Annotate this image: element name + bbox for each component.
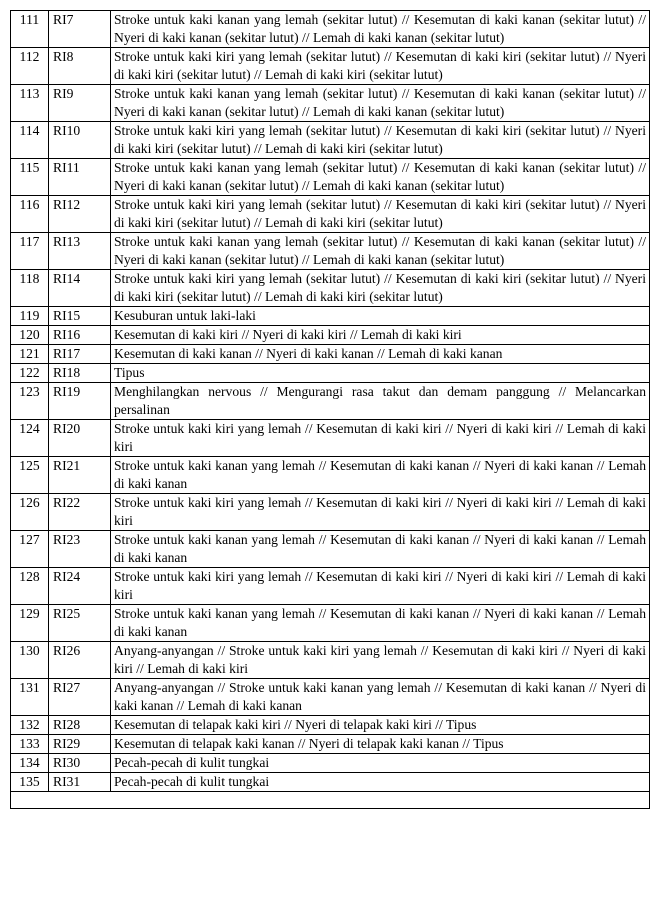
- row-number-cell: 113: [11, 85, 49, 122]
- row-number-cell: 118: [11, 270, 49, 307]
- table-row: [11, 345, 650, 364]
- row-number-cell: 129: [11, 605, 49, 642]
- table-row: [11, 122, 650, 159]
- table-row: [11, 716, 650, 735]
- table-row: [11, 457, 650, 494]
- table-row: [11, 735, 650, 754]
- row-number-cell: 120: [11, 326, 49, 345]
- row-description-cell: Stroke untuk kaki kiri yang lemah (sekitar lutut) // Kesemutan di kaki kiri (sekitar lutut) // Nyeri di kaki kiri (sekitar lutut) // Lemah di kaki kiri (sekitar lutut): [111, 122, 650, 159]
- table-row: [11, 642, 650, 679]
- row-number-cell: 112: [11, 48, 49, 85]
- table-row: [11, 494, 650, 531]
- row-description-cell: Pecah-pecah di kulit tungkai: [111, 773, 650, 792]
- row-description-cell: Kesemutan di telapak kaki kiri // Nyeri di telapak kaki kiri // Tipus: [111, 716, 650, 735]
- row-number-cell: 134: [11, 754, 49, 773]
- empty-table-row: [11, 792, 650, 809]
- row-number-cell: 133: [11, 735, 49, 754]
- row-code-cell: RI9: [49, 85, 111, 122]
- row-number-cell: 117: [11, 233, 49, 270]
- row-code-cell: RI28: [49, 716, 111, 735]
- row-code-cell: RI31: [49, 773, 111, 792]
- row-number-cell: 111: [11, 11, 49, 48]
- row-description-cell: Menghilangkan nervous // Mengurangi rasa takut dan demam panggung // Melancarkan persalinan: [111, 383, 650, 420]
- row-code-cell: RI21: [49, 457, 111, 494]
- table-row: [11, 233, 650, 270]
- row-code-cell: RI25: [49, 605, 111, 642]
- row-code-cell: RI14: [49, 270, 111, 307]
- row-code-cell: RI19: [49, 383, 111, 420]
- row-description-cell: Anyang-anyangan // Stroke untuk kaki kiri yang lemah // Kesemutan di kaki kiri // Nyeri di kaki kiri // Lemah di kaki kiri: [111, 642, 650, 679]
- row-code-cell: RI22: [49, 494, 111, 531]
- row-code-cell: RI29: [49, 735, 111, 754]
- table-row: [11, 773, 650, 792]
- table-row: [11, 383, 650, 420]
- row-description-cell: Tipus: [111, 364, 650, 383]
- row-description-cell: Kesuburan untuk laki-laki: [111, 307, 650, 326]
- row-number-cell: 132: [11, 716, 49, 735]
- table-row: [11, 568, 650, 605]
- row-code-cell: RI13: [49, 233, 111, 270]
- empty-cell: [11, 792, 650, 809]
- table-row: [11, 11, 650, 48]
- row-number-cell: 124: [11, 420, 49, 457]
- row-code-cell: RI20: [49, 420, 111, 457]
- row-description-cell: Stroke untuk kaki kiri yang lemah (sekitar lutut) // Kesemutan di kaki kiri (sekitar lutut) // Nyeri di kaki kiri (sekitar lutut) // Lemah di kaki kiri (sekitar lutut): [111, 48, 650, 85]
- row-number-cell: 130: [11, 642, 49, 679]
- row-number-cell: 127: [11, 531, 49, 568]
- row-code-cell: RI7: [49, 11, 111, 48]
- row-description-cell: Anyang-anyangan // Stroke untuk kaki kanan yang lemah // Kesemutan di kaki kanan // Nyeri di kaki kanan // Lemah di kaki kanan: [111, 679, 650, 716]
- row-number-cell: 115: [11, 159, 49, 196]
- table-row: [11, 307, 650, 326]
- row-code-cell: RI26: [49, 642, 111, 679]
- row-number-cell: 125: [11, 457, 49, 494]
- row-number-cell: 119: [11, 307, 49, 326]
- row-number-cell: 126: [11, 494, 49, 531]
- row-description-cell: Kesemutan di telapak kaki kanan // Nyeri di telapak kaki kanan // Tipus: [111, 735, 650, 754]
- row-code-cell: RI12: [49, 196, 111, 233]
- table-row: [11, 679, 650, 716]
- table-body: [11, 11, 650, 809]
- row-description-cell: Stroke untuk kaki kiri yang lemah (sekitar lutut) // Kesemutan di kaki kiri (sekitar lutut) // Nyeri di kaki kiri (sekitar lutut) // Lemah di kaki kiri (sekitar lutut): [111, 270, 650, 307]
- row-number-cell: 121: [11, 345, 49, 364]
- row-code-cell: RI16: [49, 326, 111, 345]
- row-code-cell: RI27: [49, 679, 111, 716]
- row-description-cell: Pecah-pecah di kulit tungkai: [111, 754, 650, 773]
- row-code-cell: RI11: [49, 159, 111, 196]
- table-row: [11, 754, 650, 773]
- row-description-cell: Stroke untuk kaki kiri yang lemah // Kesemutan di kaki kiri // Nyeri di kaki kiri // Lemah di kaki kiri: [111, 568, 650, 605]
- row-description-cell: Kesemutan di kaki kanan // Nyeri di kaki kanan // Lemah di kaki kanan: [111, 345, 650, 364]
- row-number-cell: 131: [11, 679, 49, 716]
- row-code-cell: RI23: [49, 531, 111, 568]
- row-number-cell: 114: [11, 122, 49, 159]
- table-row: [11, 364, 650, 383]
- table-row: [11, 159, 650, 196]
- row-description-cell: Stroke untuk kaki kanan yang lemah // Kesemutan di kaki kanan // Nyeri di kaki kanan // Lemah di kaki kanan: [111, 605, 650, 642]
- row-code-cell: RI18: [49, 364, 111, 383]
- row-number-cell: 128: [11, 568, 49, 605]
- row-number-cell: 122: [11, 364, 49, 383]
- row-number-cell: 123: [11, 383, 49, 420]
- row-number-cell: 135: [11, 773, 49, 792]
- table-row: [11, 420, 650, 457]
- row-description-cell: Stroke untuk kaki kanan yang lemah // Kesemutan di kaki kanan // Nyeri di kaki kanan // Lemah di kaki kanan: [111, 531, 650, 568]
- row-code-cell: RI10: [49, 122, 111, 159]
- table-row: [11, 270, 650, 307]
- row-code-cell: RI17: [49, 345, 111, 364]
- table-row: [11, 605, 650, 642]
- row-description-cell: Stroke untuk kaki kanan yang lemah (sekitar lutut) // Kesemutan di kaki kanan (sekitar lutut) // Nyeri di kaki kanan (sekitar lutut) // Lemah di kaki kanan (sekitar lutut): [111, 159, 650, 196]
- table-row: [11, 326, 650, 345]
- row-description-cell: Stroke untuk kaki kanan yang lemah (sekitar lutut) // Kesemutan di kaki kanan (sekitar lutut) // Nyeri di kaki kanan (sekitar lutut) // Lemah di kaki kanan (sekitar lutut): [111, 233, 650, 270]
- table-row: [11, 196, 650, 233]
- row-description-cell: Stroke untuk kaki kiri yang lemah // Kesemutan di kaki kiri // Nyeri di kaki kiri // Lemah di kaki kiri: [111, 420, 650, 457]
- table-row: [11, 531, 650, 568]
- table-row: [11, 48, 650, 85]
- row-description-cell: Stroke untuk kaki kanan yang lemah (sekitar lutut) // Kesemutan di kaki kanan (sekitar lutut) // Nyeri di kaki kanan (sekitar lutut) // Lemah di kaki kanan (sekitar lutut): [111, 11, 650, 48]
- row-number-cell: 116: [11, 196, 49, 233]
- row-description-cell: Stroke untuk kaki kiri yang lemah // Kesemutan di kaki kiri // Nyeri di kaki kiri // Lemah di kaki kiri: [111, 494, 650, 531]
- row-code-cell: RI24: [49, 568, 111, 605]
- data-table: [10, 10, 650, 809]
- row-description-cell: Stroke untuk kaki kanan yang lemah (sekitar lutut) // Kesemutan di kaki kanan (sekitar lutut) // Nyeri di kaki kanan (sekitar lutut) // Lemah di kaki kanan (sekitar lutut): [111, 85, 650, 122]
- row-description-cell: Stroke untuk kaki kiri yang lemah (sekitar lutut) // Kesemutan di kaki kiri (sekitar lutut) // Nyeri di kaki kiri (sekitar lutut) // Lemah di kaki kiri (sekitar lutut): [111, 196, 650, 233]
- row-code-cell: RI8: [49, 48, 111, 85]
- row-description-cell: Kesemutan di kaki kiri // Nyeri di kaki kiri // Lemah di kaki kiri: [111, 326, 650, 345]
- row-description-cell: Stroke untuk kaki kanan yang lemah // Kesemutan di kaki kanan // Nyeri di kaki kanan // Lemah di kaki kanan: [111, 457, 650, 494]
- row-code-cell: RI30: [49, 754, 111, 773]
- table-row: [11, 85, 650, 122]
- row-code-cell: RI15: [49, 307, 111, 326]
